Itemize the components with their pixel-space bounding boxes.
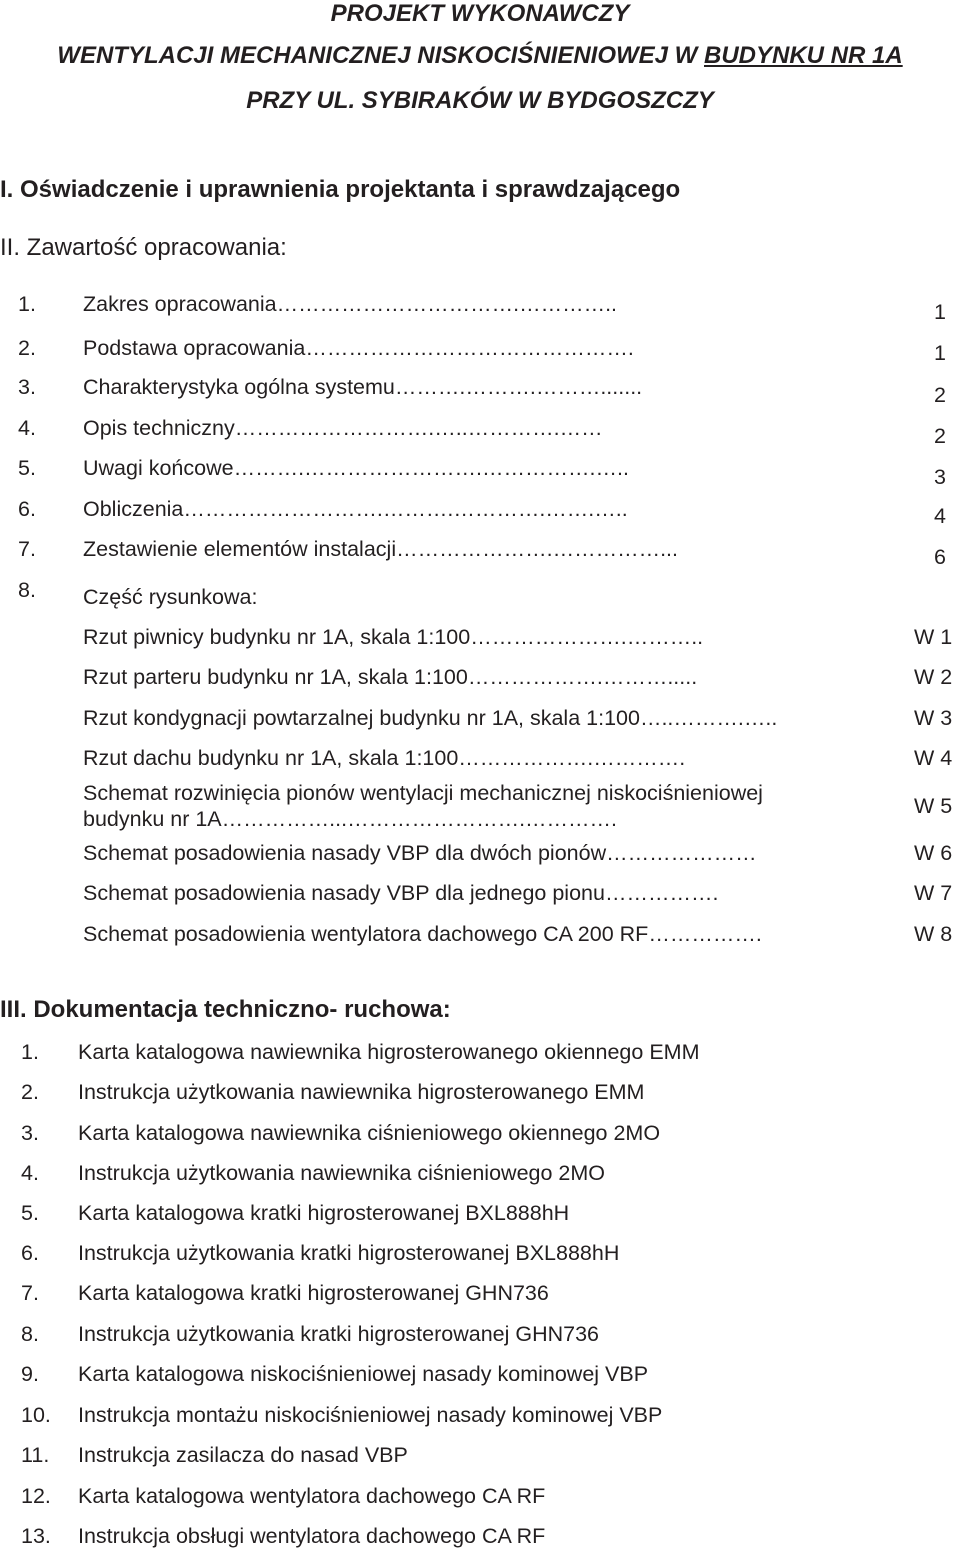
- toc-text: Część rysunkowa:: [83, 585, 258, 609]
- doc-num: 12.: [21, 1484, 51, 1508]
- toc-num: 5.: [18, 456, 36, 480]
- doc-text: Instrukcja montażu niskociśnieniowej nasady kominowej VBP: [78, 1403, 663, 1427]
- doc-num: 1.: [21, 1040, 39, 1064]
- drawing-text: Rzut kondygnacji powtarzalnej budynku nr 1A, skala 1:100: [83, 706, 640, 730]
- toc-num: 1.: [18, 292, 36, 316]
- drawing-item: [83, 706, 777, 730]
- toc-num: 8.: [18, 578, 36, 602]
- doc-num: 11.: [21, 1443, 50, 1467]
- drawing-text: Schemat posadowienia wentylatora dachowego CA 200 RF: [83, 922, 649, 946]
- toc-item: [83, 537, 678, 561]
- title-line-1: PROJEKT WYKONAWCZY: [330, 0, 630, 27]
- drawing-page: W 7: [914, 881, 953, 905]
- title-line-2-underlined: BUDYNKU NR 1A: [704, 42, 903, 69]
- drawing-dots: ……………….……….....: [467, 665, 698, 689]
- toc-text: Zestawienie elementów instalacji: [83, 537, 397, 561]
- drawing-text: Rzut dachu budynku nr 1A, skala 1:100: [83, 746, 459, 770]
- toc-item: [83, 585, 257, 609]
- doc-text: Karta katalogowa kratki higrosterowanej BXL888hH: [78, 1201, 570, 1225]
- drawing-dots: …………………: [606, 841, 757, 865]
- toc-page: 1: [934, 300, 946, 324]
- drawing-dots: …………….: [648, 922, 762, 946]
- doc-num: 2.: [21, 1080, 39, 1104]
- drawing-dots: …..……….…..: [639, 706, 778, 730]
- drawing-item-line2: [83, 807, 617, 831]
- drawing-dots: ……………….………….: [458, 746, 686, 770]
- title-line-2-text: WENTYLACJI MECHANICZNEJ NISKOCIŚNIENIOWEJ W: [57, 42, 704, 69]
- toc-text: Obliczenia: [83, 497, 184, 521]
- doc-num: 3.: [21, 1121, 39, 1145]
- doc-text: Karta katalogowa kratki higrosterowanej GHN736: [78, 1281, 549, 1305]
- doc-num: 4.: [21, 1161, 39, 1185]
- toc-item: [83, 375, 642, 399]
- title-line-2: [0, 42, 960, 70]
- toc-text: Podstawa opracowania: [83, 336, 306, 360]
- doc-text: Instrukcja obsługi wentylatora dachowego CA RF: [78, 1524, 546, 1548]
- toc-num: 7.: [18, 537, 36, 561]
- doc-num: 7.: [21, 1281, 39, 1305]
- doc-num: 10.: [21, 1403, 51, 1427]
- drawing-page: W 3: [914, 706, 953, 730]
- drawing-dots: …………….: [604, 881, 719, 905]
- toc-page: 4: [934, 504, 946, 528]
- drawing-text: Schemat posadowienia nasady VBP dla dwóch pionów: [83, 841, 607, 865]
- toc-item: [83, 456, 629, 480]
- toc-dots: ……………………….……….………….…….…..: [183, 497, 628, 521]
- toc-item: [83, 497, 628, 521]
- toc-num: 4.: [18, 416, 36, 440]
- toc-dots: ……….……….……….......: [394, 375, 643, 399]
- toc-num: 2.: [18, 336, 36, 360]
- drawing-text: Rzut piwnicy budynku nr 1A, skala 1:100: [83, 625, 471, 649]
- toc-dots: ……………………………………….: [305, 336, 634, 360]
- drawing-item: [83, 841, 757, 865]
- drawing-dots: ……………...…………………….………….: [221, 807, 618, 831]
- drawing-item: [83, 881, 718, 905]
- drawing-item: [83, 665, 697, 689]
- toc-page: 3: [934, 465, 946, 489]
- toc-item: [83, 292, 617, 316]
- toc-page: 2: [934, 383, 946, 407]
- drawing-page: W 2: [914, 665, 953, 689]
- drawing-dots: ………………….………..: [470, 625, 704, 649]
- toc-text: Zakres opracowania: [83, 292, 277, 316]
- toc-dots: ………………….……………...: [396, 537, 678, 561]
- drawing-text: Schemat posadowienia nasady VBP dla jednego pionu: [83, 881, 605, 905]
- drawing-item-line1: Schemat rozwinięcia pionów wentylacji mechanicznej niskociśnieniowej: [83, 781, 763, 805]
- drawing-page: W 4: [914, 746, 953, 770]
- toc-item: [83, 416, 603, 440]
- drawing-page: W 1: [914, 625, 953, 649]
- toc-page: 2: [934, 424, 946, 448]
- doc-text: Instrukcja zasilacza do nasad VBP: [78, 1443, 408, 1467]
- drawing-item: [83, 746, 685, 770]
- drawing-page: W 5: [914, 794, 953, 818]
- toc-dots: …………………………….…………..: [276, 292, 618, 316]
- doc-num: 13.: [21, 1524, 51, 1548]
- toc-dots: ……………………….…..………….……: [234, 416, 603, 440]
- doc-num: 5.: [21, 1201, 39, 1225]
- drawing-item: [83, 922, 762, 946]
- toc-dots: ……….…………………….…………….…..: [233, 456, 629, 480]
- title-line-3: PRZY UL. SYBIRAKÓW W BYDGOSZCZY: [246, 87, 714, 114]
- drawing-text: Rzut parteru budynku nr 1A, skala 1:100: [83, 665, 468, 689]
- doc-text: Instrukcja użytkowania kratki higrosterowanej GHN736: [78, 1322, 600, 1346]
- drawing-page: W 8: [914, 922, 953, 946]
- toc-text: Charakterystyka ogólna systemu: [83, 375, 395, 399]
- toc-page: 6: [934, 545, 946, 569]
- drawing-text: budynku nr 1A: [83, 807, 222, 831]
- doc-text: Karta katalogowa niskociśnieniowej nasady kominowej VBP: [78, 1362, 649, 1386]
- section-2-heading: II. Zawartość opracowania:: [0, 234, 287, 261]
- doc-text: Karta katalogowa nawiewnika ciśnieniowego okiennego 2MO: [78, 1121, 661, 1145]
- doc-text: Karta katalogowa wentylatora dachowego CA RF: [78, 1484, 546, 1508]
- doc-num: 9.: [21, 1362, 39, 1386]
- toc-item: [83, 336, 634, 360]
- doc-text: Instrukcja użytkowania kratki higrosterowanej BXL888hH: [78, 1241, 620, 1265]
- section-1-heading: I. Oświadczenie i uprawnienia projektanta i sprawdzającego: [0, 176, 681, 203]
- toc-text: Uwagi końcowe: [83, 456, 234, 480]
- toc-num: 6.: [18, 497, 36, 521]
- doc-num: 6.: [21, 1241, 39, 1265]
- doc-text: Instrukcja użytkowania nawiewnika ciśnieniowego 2MO: [78, 1161, 606, 1185]
- doc-text: Instrukcja użytkowania nawiewnika higrosterowanego EMM: [78, 1080, 645, 1104]
- doc-text: Karta katalogowa nawiewnika higrosterowanego okiennego EMM: [78, 1040, 700, 1064]
- toc-num: 3.: [18, 375, 36, 399]
- toc-text: Opis techniczny: [83, 416, 235, 440]
- doc-num: 8.: [21, 1322, 39, 1346]
- toc-page: 1: [934, 341, 946, 365]
- section-3-heading: III. Dokumentacja techniczno- ruchowa:: [0, 996, 451, 1023]
- drawing-page: W 6: [914, 841, 953, 865]
- drawing-item: [83, 625, 703, 649]
